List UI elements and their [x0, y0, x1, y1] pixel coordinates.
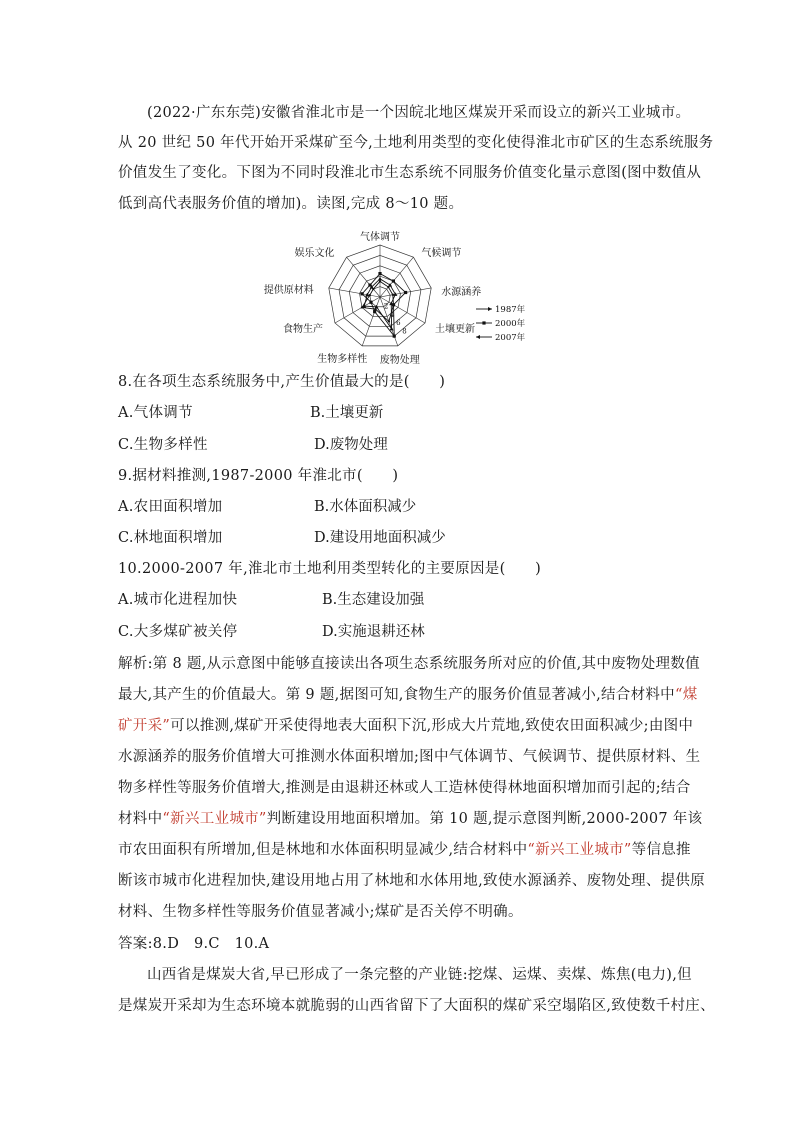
next-passage-line-2: 是煤炭开采却为生态环境本就脆弱的山西省留下了大面积的煤矿采空塌陷区,致使数千村庄、: [118, 998, 715, 1014]
radar-point: [387, 286, 389, 288]
q9-option-b: B.水体面积减少: [314, 499, 417, 515]
radar-point: [378, 277, 382, 281]
radar-axis-label: 食物生产: [282, 324, 323, 335]
radar-point: [373, 310, 376, 313]
intro-line-4: 低到高代表服务价值的增加)。读图,完成 8～10 题。: [118, 196, 464, 212]
radar-point: [392, 279, 395, 282]
q9-option-a: A.农田面积增加: [118, 499, 223, 515]
radar-legend: [476, 304, 526, 343]
radar-point: [388, 320, 390, 322]
radar-ring-label: 2: [383, 302, 389, 311]
q10-option-c: C.大多煤矿被关停: [118, 624, 238, 640]
legend-marker: [476, 335, 480, 339]
legend-label: 2007年: [495, 333, 526, 343]
radar-point: [379, 280, 381, 282]
q10-option-d: D.实施退耕还林: [322, 624, 425, 640]
radar-axis-label: 提供原材料: [263, 284, 314, 296]
radar-ring-label: 4: [389, 310, 395, 319]
radar-point: [368, 283, 371, 286]
analysis-line-3: 矿开采”可以推测,煤矿开采使得地表大面积下沉,形成大片荒地,致使农田面积减少;由图中: [118, 718, 694, 734]
radar-grid: [329, 245, 431, 346]
radar-point: [378, 272, 381, 275]
next-passage-line-1: 山西省是煤炭大省,早已形成了一条完整的产业链:挖煤、运煤、卖煤、炼焦(电力),但: [147, 967, 692, 983]
q10-stem: 10.2000-2007 年,淮北市土地利用类型转化的主要原因是( ): [118, 561, 542, 577]
q8-option-a: A.气体调节: [118, 405, 193, 421]
answer-line: 答案:8.D 9.C 10.A: [118, 936, 270, 952]
radar-point: [392, 304, 394, 306]
radar-point: [361, 306, 363, 308]
q8-option-c: C.生物多样性: [118, 437, 208, 453]
radar-axis-label: 气候调节: [421, 248, 462, 260]
radar-spoke: [347, 257, 380, 297]
analysis-line-4: 水源涵养的服务价值增大可推测水体面积增加;图中气体调节、气候调节、提供原材料、生: [118, 749, 701, 765]
analysis-line-7: 市农田面积有所增加,但是林地和水体面积明显减少,结合材料中“新兴工业城市”等信息推: [118, 842, 691, 858]
legend-label: 2000年: [495, 319, 526, 329]
radar-axis-label: 水源涵养: [441, 286, 482, 298]
radar-point: [360, 292, 363, 295]
intro-line-2: 从 20 世纪 50 年代开始开采煤矿至今,土地利用类型的变化使得淮北市矿区的生态系统服务: [118, 135, 714, 151]
legend-label: 1987年: [495, 305, 526, 315]
q8-stem: 8.在各项生态系统服务中,产生价值最大的是( ): [118, 374, 446, 390]
intro-line-1: (2022·广东东莞)安徽省淮北市是一个因皖北地区煤炭开采而设立的新兴工业城市。: [147, 105, 691, 121]
q10-option-a: A.城市化进程加快: [118, 592, 238, 608]
analysis-line-9: 材料、生物多样性等服务价值显著减小;煤矿是否关停不明确。: [118, 904, 523, 920]
intro-line-3: 价值发生了变化。下图为不同时段淮北市生态系统不同服务价值变化量示意图(图中数值从: [118, 165, 702, 181]
radar-point: [374, 308, 376, 310]
legend-marker: [482, 321, 485, 324]
q9-stem: 9.据材料推测,1987-2000 年淮北市( ): [118, 468, 399, 484]
q8-option-d: D.废物处理: [314, 437, 388, 453]
radar-chart: [254, 225, 534, 365]
radar-axis-label: 娱乐文化: [294, 248, 335, 260]
radar-point: [392, 294, 394, 296]
q8-option-b: B.土壤更新: [310, 405, 384, 421]
radar-ring-label: 8: [402, 327, 407, 336]
analysis-line-6: 材料中“新兴工业城市”判断建设用地面积增加。第 10 题,提示意图判断,2000-2007 年该: [118, 811, 703, 827]
q9-option-d: D.建设用地面积减少: [314, 530, 446, 546]
q10-option-b: B.生态建设加强: [322, 592, 425, 608]
analysis-line-2: 最大,其产生的价值最大。第 9 题,据图可知,食物生产的服务价值显著减小,结合材料中“煤: [118, 687, 698, 703]
radar-spoke: [335, 297, 380, 323]
radar-point: [404, 291, 407, 294]
q9-option-c: C.林地面积增加: [118, 530, 223, 546]
radar-axis-label: 生物多样性: [317, 353, 368, 365]
radar-spoke: [380, 257, 413, 297]
analysis-line-8: 断该市城市化进程加快,建设用地占用了林地和水体用地,致使水源涵养、废物处理、提供原: [118, 873, 706, 889]
radar-point: [393, 334, 396, 337]
analysis-line-1: 解析:第 8 题,从示意图中能够直接读出各项生态系统服务所对应的价值,其中废物处理数值: [118, 656, 700, 672]
analysis-line-5: 物多样性等服务价值增大,推测是由退耕还林或人工造林使得林地面积增加而引起的;结合: [118, 780, 691, 796]
radar-ring-label: 6: [396, 319, 401, 328]
radar-axis-label: 气体调节: [360, 232, 400, 243]
radar-axis-labels: [264, 230, 481, 365]
radar-point: [372, 288, 374, 290]
radar-point: [369, 294, 371, 296]
radar-point: [369, 301, 372, 304]
radar-axis-label: 废物处理: [379, 354, 420, 365]
legend-marker: [488, 307, 492, 311]
radar-axis-label: 土壤更新: [435, 324, 476, 335]
